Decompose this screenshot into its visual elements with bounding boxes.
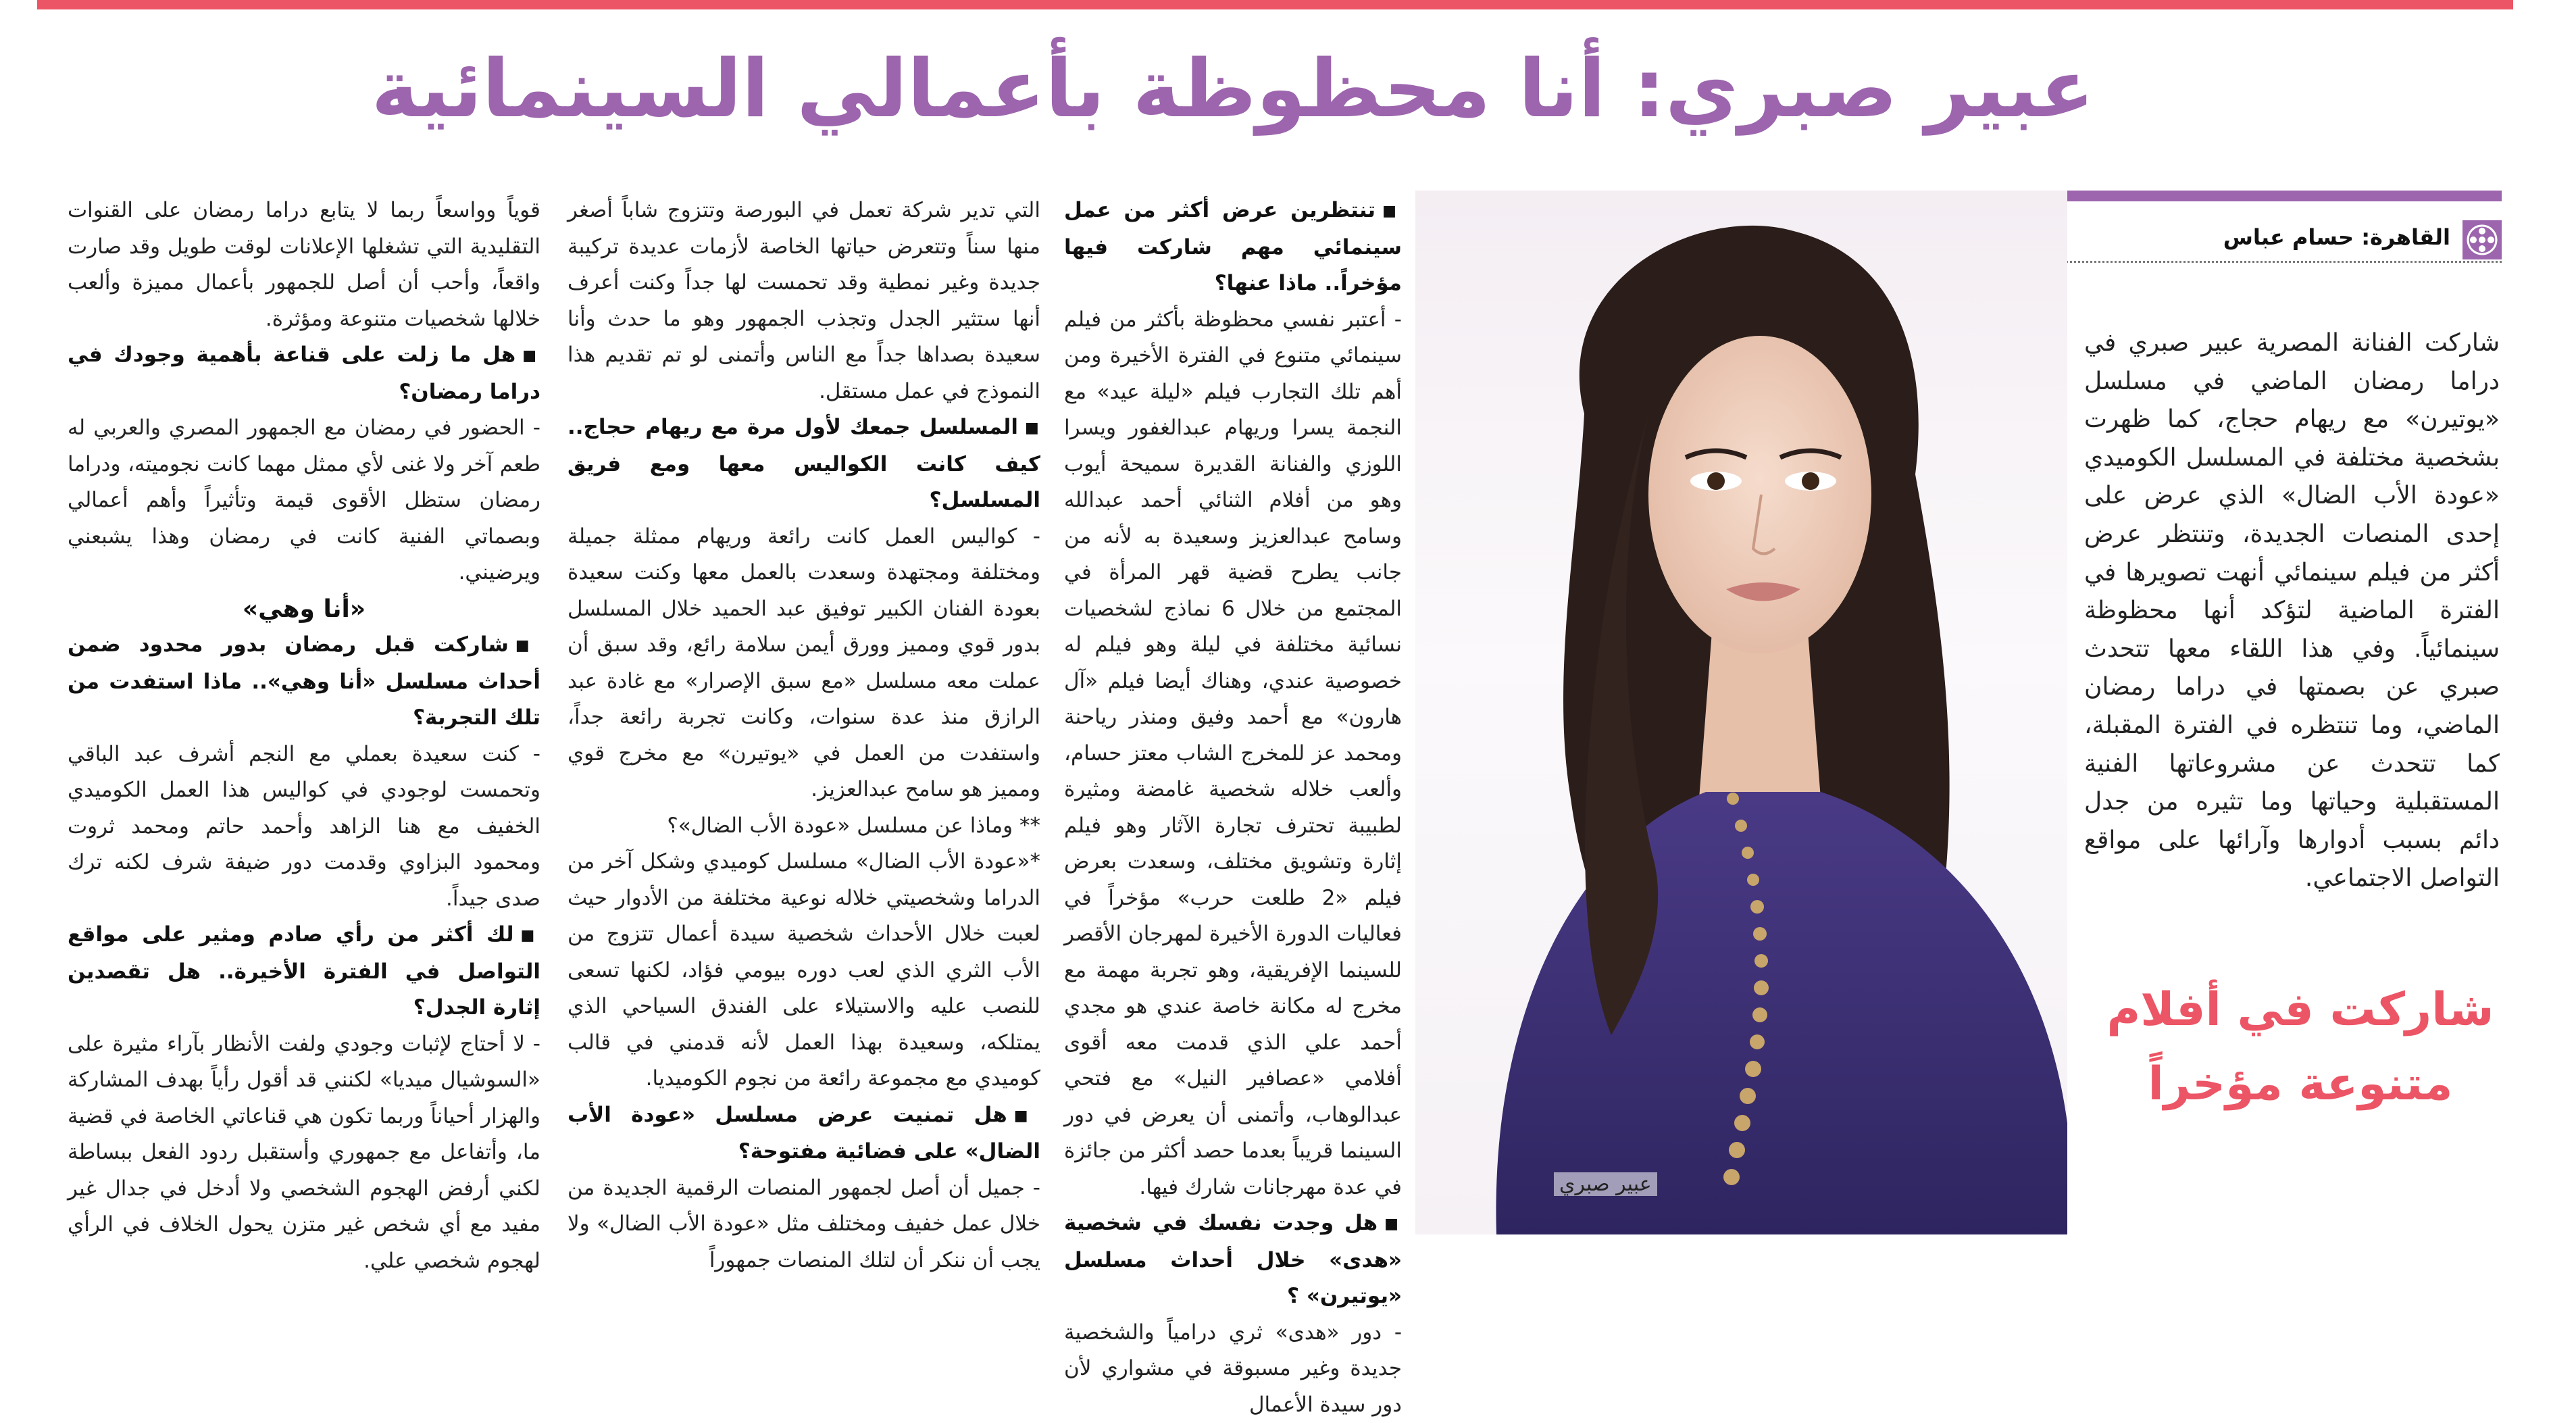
question-paragraph: ■ هل ما زلت على قناعة بأهمية وجودك في دراما رمضان؟ (68, 337, 540, 410)
answer-paragraph: - لا أحتاج لإثبات وجودي ولفت الأنظار بآراء مثيرة على «السوشيال ميديا» لكنني قد أقول رأياً بهدف المشاركة والهزار أحياناً وربما تكون هي قناعاتي الخاصة في قضية ما، وأتفاعل مع جمهوري وأستقبل ردود الفعل ببساطة لكني أرفض الهجوم الشخصي ولا أدخل في جدال غير مفيد مع أي شخص غير متزن يحول الخلاف في الرأي لهجوم شخصي علي. (68, 1026, 540, 1280)
answer-paragraph: - جميل أن أصل لجمهور المنصات الرقمية الجديدة من خلال عمل خفيف ومختلف مثل «عودة الأب الضال» ولا يجب أن ننكر أن لتلك المنصات جمهوراً (567, 1170, 1040, 1279)
top-accent-rule (37, 0, 2513, 9)
article-column-3 (68, 193, 540, 1247)
answer-paragraph: - كنت سعيدة بعملي مع النجم أشرف عبد الباقي وتحمست لوجودي في كواليس هذا العمل الكوميدي الخفيف مع هنا الزاهد وأحمد حاتم ومحمد ثروت ومحمود البزاوي وقدمت دور ضيفة شرف لكنه ترك صدى جيداً. (68, 737, 540, 918)
film-reel-icon (2463, 220, 2502, 259)
byline-accent-bar (2066, 191, 2502, 201)
question-paragraph: ■ المسلسل جمعك لأول مرة مع ريهام حجاج.. كيف كانت الكواليس معها ومع فريق المسلسل؟ (567, 409, 1040, 519)
answer-paragraph: ** وماذا عن مسلسل «عودة الأب الضال»؟ (567, 808, 1040, 845)
pull-quote: شاركت في أفلام متنوعة مؤخراً (2101, 973, 2500, 1122)
subheading: «أنا وهي» (68, 591, 540, 628)
byline-author: القاهرة: حسام عباس (2223, 224, 2450, 250)
answer-paragraph: *«عودة الأب الضال» مسلسل كوميدي وشكل آخر من الدراما وشخصيتي خلاله نوعية مختلفة من الأدوار حيث لعبت خلال الأحداث شخصية سيدة أعمال تتزوج من الأب الثري الذي لعب دوره بيومي فؤاد، لكنها تسعى للنصب عليه والاستيلاء على الفندق السياحي الذي يمتلكه، وسعيدة بهذا العمل لأنه قدمني في قالب كوميدي مع مجموعة رائعة من نجوم الكوميديا. (567, 844, 1040, 1097)
question-paragraph: ■ شاركت قبل رمضان بدور محدود ضمن أحداث مسلسل «أنا وهي».. ماذا استفدت من تلك التجربة؟ (68, 627, 540, 737)
article-column-2 (567, 193, 1040, 1247)
article-headline: عبير صبري: أنا محظوظة بأعمالي السينمائية (378, 31, 2094, 146)
byline (2066, 220, 2502, 261)
portrait-photo (1415, 191, 2067, 1234)
question-paragraph: ■ تنتظرين عرض أكثر من عمل سينمائي مهم شاركت فيها مؤخراً.. ماذا عنها؟ (1064, 193, 1402, 302)
answer-paragraph: - كواليس العمل كانت رائعة وريهام ممثلة جميلة ومختلفة ومجتهدة وسعدت بالعمل معها وكنت سعيدة بعودة الفنان الكبير توفيق عبد الحميد خلال المسلسل بدور قوي ومميز وورق أيمن سلامة رائع، وقد سبق أن عملت معه مسلسل «مع سبق الإصرار» مع غادة عبد الرازق منذ عدة سنوات، وكانت تجربة رائعة جداً، واستفدت من العمل في «يوتيرن» مع مخرج قوي ومميز هو سامح عبدالعزيز. (567, 519, 1040, 808)
question-paragraph: ■ لك أكثر من رأي صادم ومثير على مواقع التواصل في الفترة الأخيرة.. هل تقصدين إثارة الجدل؟ (68, 917, 540, 1026)
answer-paragraph: - الحضور في رمضان مع الجمهور المصري والعربي له طعم آخر ولا غنى لأي ممثل مهما كانت نجوميته، ودراما رمضان ستظل الأقوى قيمة وتأثيراً وأهم أعمالي وبصماتي الفنية كانت في رمضان وهذا يشبعني ويرضيني. (68, 410, 540, 591)
photo-caption: عبير صبري (1554, 1172, 1657, 1196)
answer-paragraph: قوياً وواسعاً ربما لا يتابع دراما رمضان على القنوات التقليدية التي تشغلها الإعلانات لوقت طويل وقد صارت واقعاً، وأحب أن أصل للجمهور بأعمال مميزة وألعب خلالها شخصيات متنوعة ومؤثرة. (68, 193, 540, 337)
answer-paragraph: - دور «هدى» ثري درامياً والشخصية جديدة وغير مسبوقة في مشواري لأن دور سيدة الأعمال (1064, 1315, 1402, 1423)
question-paragraph: ■ هل تمنيت عرض مسلسل «عودة الأب الضال» على فضائية مفتوحة؟ (567, 1097, 1040, 1170)
question-paragraph: ■ هل وجدت نفسك في شخصية «هدى» خلال أحداث مسلسل «يوتيرن» ؟ (1064, 1205, 1402, 1315)
answer-paragraph: - أعتبر نفسي محظوظة بأكثر من فيلم سينمائي متنوع في الفترة الأخيرة ومن أهم تلك التجارب فيلم «ليلة عيد» مع النجمة يسرا وريهام عبدالغفور ويسرا اللوزي والفنانة القديرة سميحة أيوب وهو من أفلام الثنائي أحمد عبدالله وسامح عبدالعزيز وسعيدة به لأنه من جانب يطرح قضية قهر المرأة في المجتمع من خلال 6 نماذج لشخصيات نسائية مختلفة في ليلة وهو فيلم له خصوصية عندي، وهناك أيضا فيلم «آل هارون» مع أحمد وفيق ومنذر رياحنة ومحمد عز للمخرج الشاب معتز حسام، وألعب خلاله شخصية غامضة ومثيرة لطبيبة تحترف تجارة الآثار وهو فيلم إثارة وتشويق مختلف، وسعدت بعرض فيلم «2 طلعت حرب» مؤخراً في فعاليات الدورة الأخيرة لمهرجان الأقصر للسينما الإفريقية، وهو تجربة مهمة مع مخرج له مكانة خاصة عندي هو مجدي أحمد علي الذي قدمت معه أقوى أفلامي «عصافير النيل» مع فتحي عبدالوهاب، وأتمنى أن يعرض في دور السينما قريباً بعدما حصد أكثر من جائزة في عدة مهرجانات شارك فيها. (1064, 302, 1402, 1206)
article-intro: شاركت الفنانة المصرية عبير صبري في دراما رمضان الماضي في مسلسل «يوتيرن» مع ريهام حجاج، كما ظهرت بشخصية مختلفة في المسلسل الكوميدي «عودة الأب الضال» الذي عرض على إحدى المنصات الجديدة، وتنتظر عرض أكثر من فيلم سينمائي أنهت تصويرها في الفترة الماضية لتؤكد أنها محظوظة سينمائياً. وفي هذا اللقاء معها تتحدث صبري عن بصمتها في دراما رمضان الماضي، وما تنتظره في الفترة المقبلة، كما تتحدث عن مشروعاتها الفنية المستقبلية وحياتها وما تثيره من جدل دائم بسبب أدوارها وآرائها على مواقع التواصل الاجتماعي. (2084, 324, 2500, 987)
byline-divider (2066, 261, 2502, 263)
article-column-1 (1064, 193, 1402, 1247)
answer-paragraph: التي تدير شركة تعمل في البورصة وتتزوج شاباً أصغر منها سناً وتتعرض حياتها الخاصة لأزمات عديدة تركيبة جديدة وغير نمطية وقد تحمست لها جداً وكنت أعرف أنها ستثير الجدل وتجذب الجمهور وهو ما حدث وأنا سعيدة بصداها جداً مع الناس وأتمنى لو تم تقديم هذا النموذج في عمل مستقل. (567, 193, 1040, 409)
